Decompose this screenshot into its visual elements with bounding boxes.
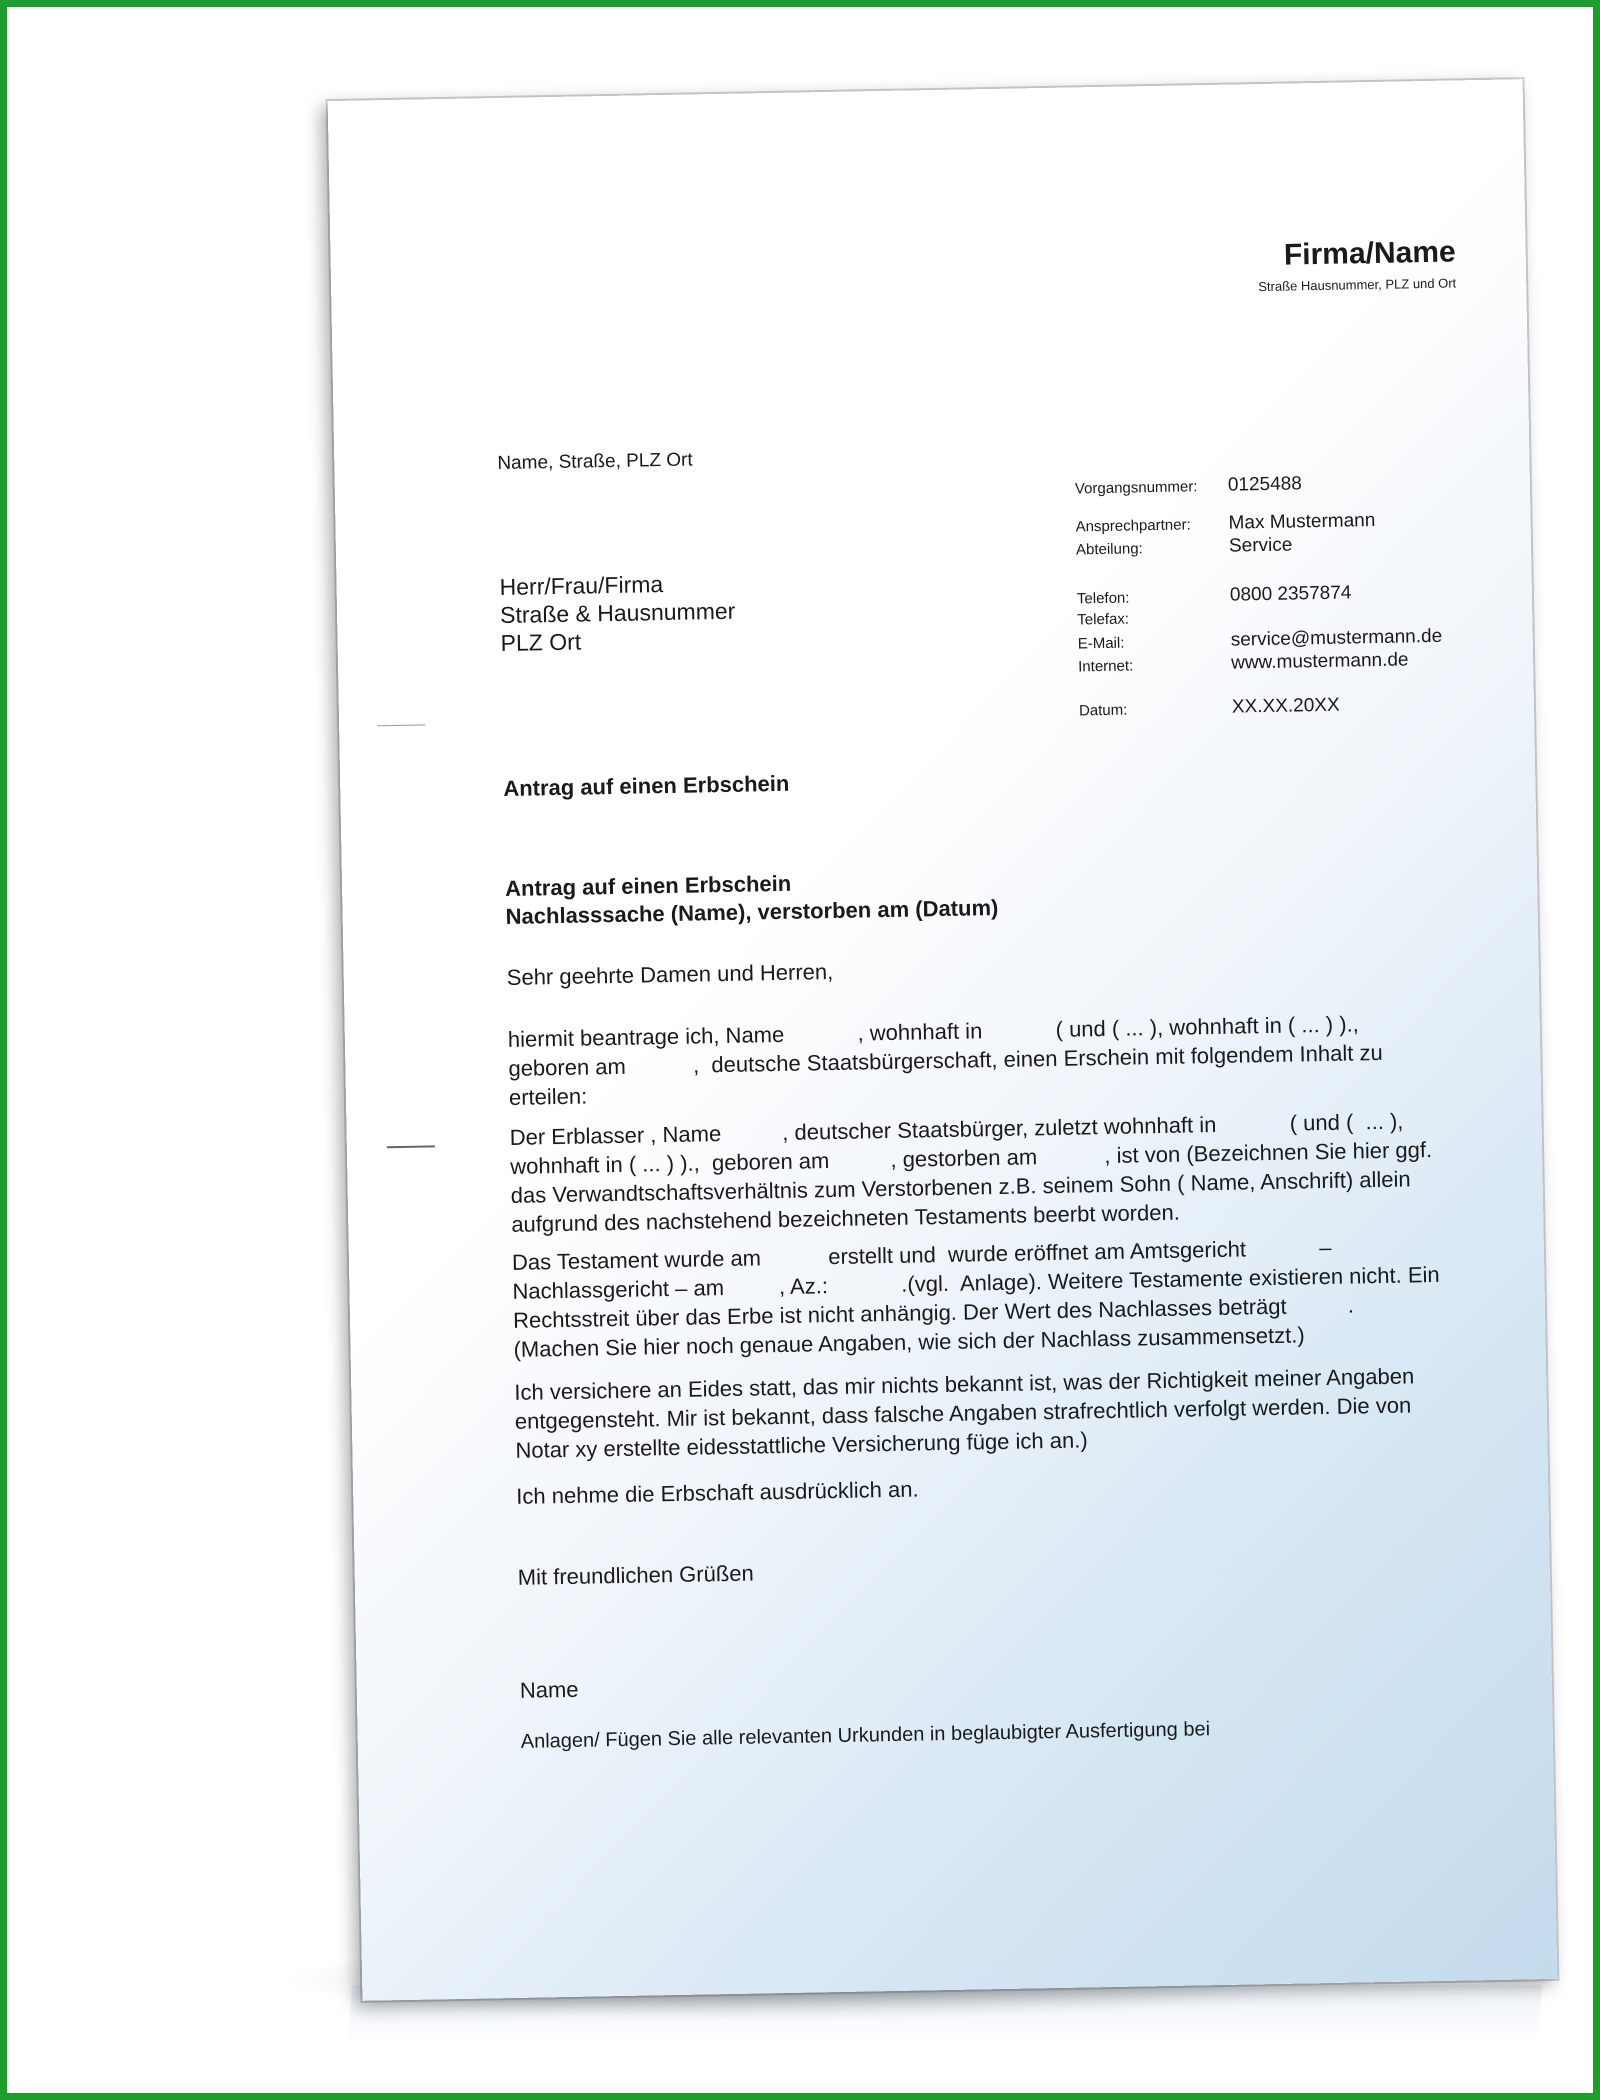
contact-label: Ansprechpartner: — [1075, 516, 1191, 536]
phone-value: 0800 2357874 — [1229, 582, 1352, 606]
phone-label: Telefon: — [1076, 589, 1130, 608]
recipient-line-2: Straße & Hausnummer — [499, 597, 736, 629]
letter-heading — [505, 866, 999, 931]
email-label: E-Mail: — [1077, 634, 1125, 653]
heading-line-2: Nachlasssache (Name), verstorben am (Datum) — [505, 894, 999, 929]
paragraph-deceased: Der Erblasser , Name , deutscher Staatsbürger, zuletzt wohnhaft in ( und ( ... ), wohnhaft in ( ... ) )., geboren am , gestorben am , ist von (Bezeichnen Sie hier ggf. das Verwandtschaftsverhältnis zum Verstorbenen z.B. seinem Sohn ( Name, Anschrift) allein aufgrund des nachstehend bezeichneten Testaments beerbt worden. — [509, 1108, 1439, 1237]
paragraph-testament: Das Testament wurde am erstellt und wurde eröffnet am Amtsgericht – Nachlassgericht – am , Az.: .(vgl. Anlage). Weitere Testamente existieren nicht. Ein Rechtsstreit über das Erbe ist nicht anhängig. Der Wert des Nachlasses beträgt . (Machen Sie hier noch genaue Angaben, wie sich der Nachlass zusammensetzt.) — [511, 1234, 1446, 1362]
recipient-line-1: Herr/Frau/Firma — [499, 571, 664, 601]
heading-line-1: Antrag auf einen Erbschein — [504, 870, 792, 901]
paragraph-affidavit: Ich versichere an Eides statt, das mir nichts bekannt ist, was der Richtigkeit meiner Angaben entgegensteht. Mir ist bekannt, dass falsche Angaben strafrechtlich verfolgt werden. Die von Notar xy erstellte eidesstattliche Versicherung füge ich an.) — [514, 1363, 1415, 1463]
signature-name: Name — [519, 1676, 579, 1703]
case-number-value: 0125488 — [1227, 473, 1303, 496]
letter-page — [328, 79, 1558, 2001]
salutation: Sehr geehrte Damen und Herren, — [506, 958, 834, 990]
case-number-label: Vorgangsnummer: — [1074, 478, 1198, 498]
date-value: XX.XX.20XX — [1231, 694, 1340, 718]
date-label: Datum: — [1078, 701, 1128, 720]
email-value: service@mustermann.de — [1230, 625, 1443, 651]
closing: Mit freundlichen Grüßen — [517, 1560, 754, 1590]
sender-line: Name, Straße, PLZ Ort — [497, 449, 693, 475]
letterhead-company: Firma/Name — [1283, 235, 1456, 272]
fax-label: Telefax: — [1077, 610, 1130, 629]
department-value: Service — [1228, 534, 1293, 557]
web-value: www.mustermann.de — [1230, 649, 1409, 674]
enclosure-note: Anlagen/ Fügen Sie alle relevanten Urkunden in beglaubigter Ausfertigung bei — [520, 1718, 1211, 1753]
paragraph-acceptance: Ich nehme die Erbschaft ausdrücklich an. — [516, 1476, 919, 1509]
fold-mark-top — [377, 724, 425, 726]
subject-line: Antrag auf einen Erbschein — [503, 770, 790, 802]
department-label: Abteilung: — [1075, 540, 1143, 559]
fold-mark-middle — [387, 1145, 435, 1148]
paragraph-application: hiermit beantrage ich, Name , wohnhaft in ( und ( ... ), wohnhaft in ( ... ) )., geboren am , deutsche Staatsbürgerschaft, einen Erschein mit folgendem Inhalt zu erteilen: — [507, 1011, 1390, 1110]
letterhead-address: Straße Hausnummer, PLZ und Ort — [1258, 275, 1457, 295]
recipient-address — [499, 569, 736, 657]
web-label: Internet: — [1078, 657, 1134, 676]
recipient-line-3: PLZ Ort — [500, 628, 582, 657]
contact-value: Max Mustermann — [1228, 509, 1376, 534]
